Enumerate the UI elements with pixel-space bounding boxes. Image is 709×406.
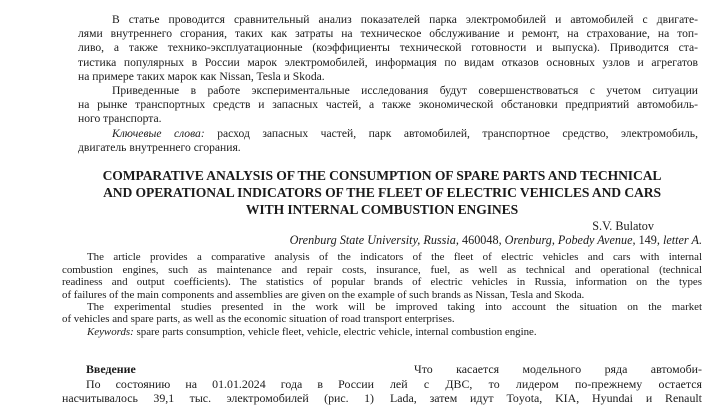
intro-columns [62,362,702,406]
paper-title-en: COMPARATIVE ANALYSIS OF THE CONSUMPTION OF SPARE PARTS AND TECHNICAL AND OPERATIONAL INDICATORS OF THE FLEET OF ELECTRIC VEHICLES AND CARS WITH INTERNAL COMBUSTION ENGINES [102,168,662,217]
ru-keywords-last-line: двигатель внутреннего сгорания. [78,140,241,154]
ru-keywords-first-line [78,127,698,141]
ru-abstract-block [78,13,698,155]
en-keywords-text: spare parts consumption, vehicle fleet, vehicle, electric vehicle, internal combustion engine. [136,325,537,338]
en-abstract-paragraph-1: The article provides a comparative analysis of the indicators of the fleet of electric vehicles and cars with internal combustion engines, such as maintenance and repair costs, insurance, fuel, as well as technical and operational (technical readiness and output coefficients). The statistics of popular brands of electric vehicles in Russia, information on the types of failures of the main components and assemblies are given on the example of such brands as Nissan, Tesla and Skoda. [62,251,702,301]
ru-keywords-text: расход запасных частей, парк автомобилей, транспортное средство, электромобиль, [217,126,698,140]
en-keywords-label: Keywords: [87,325,134,338]
affiliation-house-number: 149, [638,233,663,248]
column-left [62,362,374,406]
en-abstract-paragraph-2: The experimental studies presented in the work will be improved taking into account the situation on the market of vehicles and spare parts, as well as the economic situation of road transport enterprises. [62,301,702,326]
ru-abstract-paragraph-1: В статье проводится сравнительный анализ показателей парка электромобилей и автомобилей с двигате- лями внутреннего сгорания, таких как затраты на техническое обслуживание и ремонт, на страхование, на топ- ливо, а также технико-эксплуатационные (коэффициенты технической готовности и выпуска). Приводится ста- тистика популярных в России марок электромобилей, информация по видам отказов основных узлов и агрегатов на примере таких марок как Nissan, Tesla и Skoda. [78,13,698,83]
affiliation-address: Orenburg, Pobedy Avenue, [504,233,639,248]
intro-paragraph-left: По состоянию на 01.01.2024 года в России насчитывалось 39,1 тыс. электромобилей (рис. 1) [62,376,374,406]
affiliation-letter: letter A. [662,233,702,248]
affiliation-line [62,233,702,247]
column-right [390,362,702,406]
ru-abstract-paragraph-2: Приведенные в работе экспериментальные исследования будут совершенствоваться с учетом ситуации на рынке транспортных средств и запасных частей, а также экономической обстановки предприятий автомобиль- ного транспорта. [78,84,698,126]
ru-keywords-label: Ключевые слова: [112,126,205,140]
intro-paragraph-right: Что касается модельного ряда автомоби- лей с ДВС, то лидером по-прежнему остается Lada, затем идут Toyota, KIA, Hyundai и Renault [390,362,702,406]
byline-block [62,219,702,247]
en-abstract-block [62,251,702,338]
author-name: S.V. Bulatov [592,219,654,234]
intro-heading: Введение [86,362,136,377]
affiliation-org: Orenburg State University, Russia, [289,233,462,248]
en-keywords-line [62,326,702,338]
en-keywords [62,326,702,338]
affiliation-postcode: 460048, [462,233,505,248]
ru-keywords [78,127,698,155]
